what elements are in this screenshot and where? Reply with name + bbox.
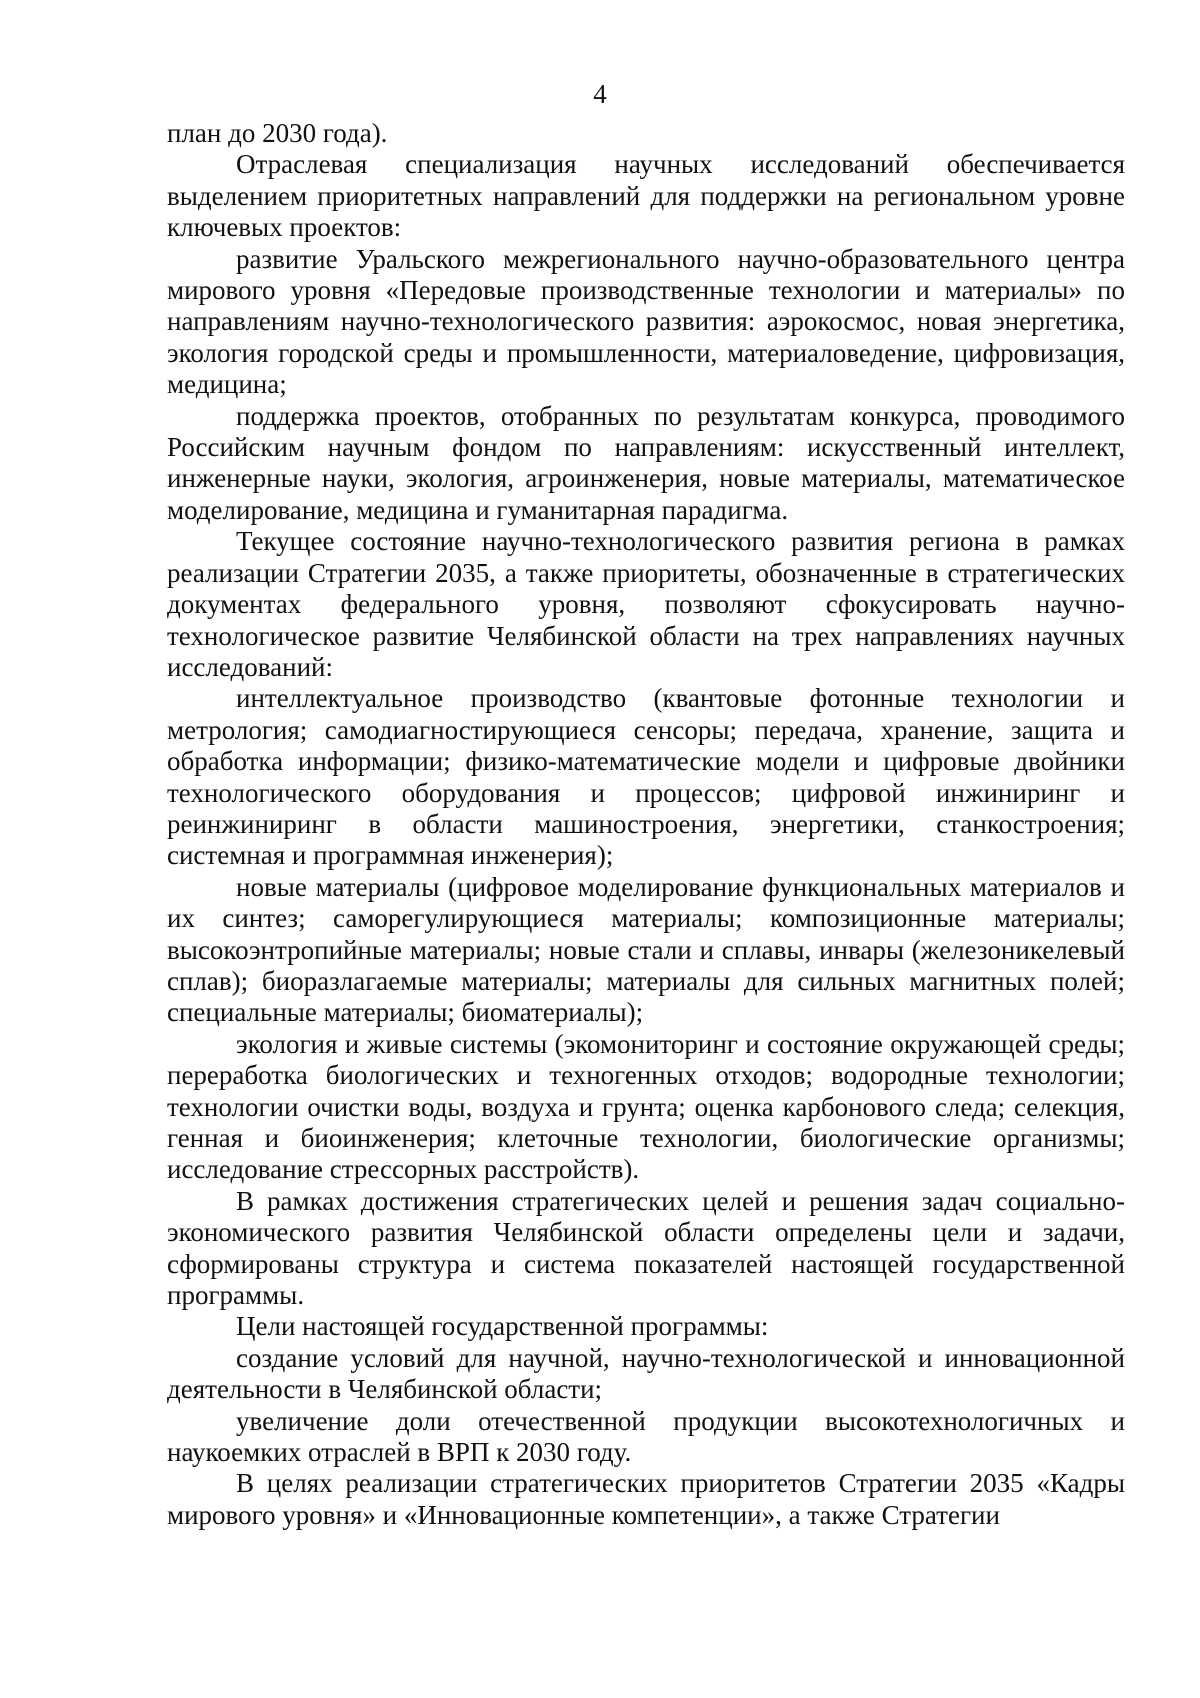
- paragraph-sector-specialization: Отраслевая специализация научных исследований обеспечивается выделением приоритетных направлений для поддержки на региональном уровне ключевых проектов:: [167, 149, 1125, 243]
- paragraph-strategy-priorities: В целях реализации стратегических приоритетов Стратегии 2035 «Кадры мирового уровня» и «Инновационные компетенции», а также Стратегии: [167, 1468, 1125, 1530]
- paragraph-goal-conditions: создание условий для научной, научно-технологической и инновационной деятельности в Челябинской области;: [167, 1342, 1125, 1405]
- paragraph-current-state: Текущее состояние научно-технологического развития региона в рамках реализации Стратегии 2035, а также приоритеты, обозначенные в стратегических документах федерального уровня, позволяют сфокусировать научно-технологическое развитие Челябинской области на трех направлениях научных исследований:: [167, 526, 1125, 682]
- page-number: 4: [593, 79, 607, 109]
- paragraph-program-goals-heading: Цели настоящей государственной программы:: [236, 1311, 769, 1342]
- paragraph-goal-share: увеличение доли отечественной продукции высокотехнологичных и наукоемких отраслей в ВРП к 2030 году.: [167, 1405, 1125, 1468]
- paragraph-strategic-goals: В рамках достижения стратегических целей и решения задач социально-экономического развития Челябинской области определены цели и задачи, сформированы структура и система показателей настоящей государственной программы.: [167, 1185, 1125, 1311]
- paragraph-ecology-living-systems: экология и живые системы (экомониторинг и состояние окружающей среды; переработка биологических и техногенных отходов; водородные технологии; технологии очистки воды, воздуха и грунта; оценка карбонового следа; селекция, генная и биоинженерия; клеточные технологии, биологические организмы; исследование стрессорных расстройств).: [167, 1028, 1125, 1185]
- document-body: [167, 118, 1125, 1531]
- paragraph-new-materials: новые материалы (цифровое моделирование функциональных материалов и их синтез; саморегулирующиеся материалы; композиционные материалы; высокоэнтропийные материалы; новые стали и сплавы, инвары (железоникелевый сплав); биоразлагаемые материалы; материалы для сильных магнитных полей; специальные материалы; биоматериалы);: [167, 871, 1125, 1028]
- paragraph-intellectual-production: интеллектуальное производство (квантовые фотонные технологии и метрология; самодиагностирующиеся сенсоры; передача, хранение, защита и обработка информации; физико-математические модели и цифровые двойники технологического оборудования и процессов; цифровой инжиниринг и реинжиниринг в области машиностроения, энергетики, станкостроения; системная и программная инженерия);: [167, 683, 1125, 871]
- paragraph-continuation: план до 2030 года).: [167, 118, 388, 148]
- paragraph-ural-center: развитие Уральского межрегионального научно-образовательного центра мирового уровня «Передовые производственные технологии и материалы» по направлениям научно-технологического развития: аэрокосмос, новая энергетика, экология городской среды и промышленности, материаловедение, цифровизация, медицина;: [167, 243, 1125, 400]
- paragraph-rsf-support: поддержка проектов, отобранных по результатам конкурса, проводимого Российским научным фондом по направлениям: искусственный интеллект, инженерные науки, экология, агроинженерия, новые материалы, математическое моделирование, медицина и гуманитарная парадигма.: [167, 400, 1125, 525]
